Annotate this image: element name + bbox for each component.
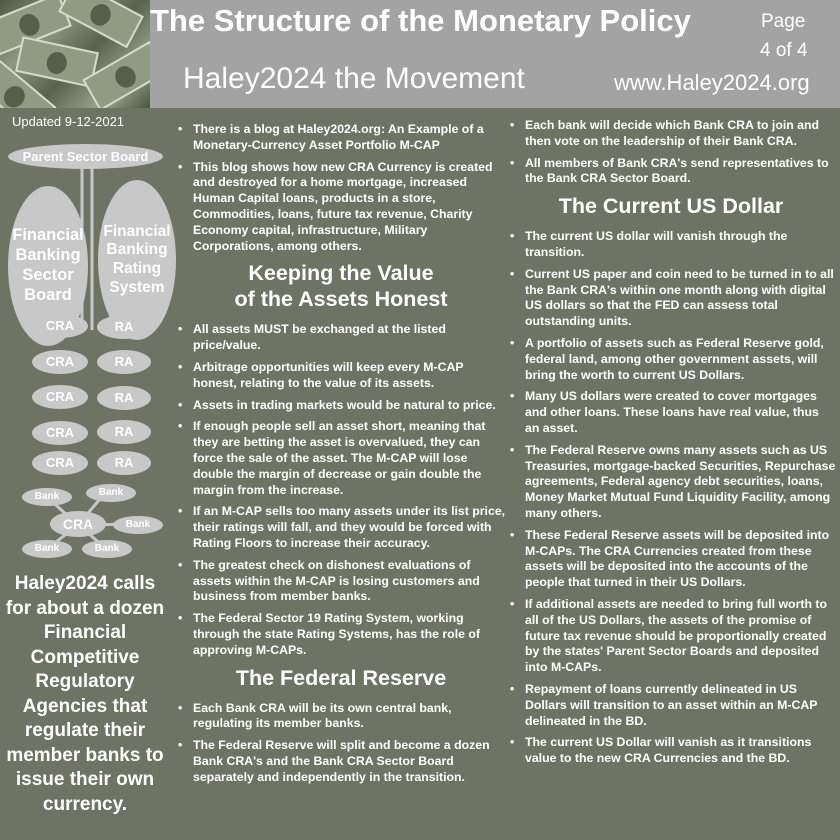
list-item: • The Federal Sector 19 Rating System, working through the state Rating Systems, has the role of approving M-CAPs. <box>174 611 508 658</box>
list-item: • The current US dollar will vanish through the transition. <box>506 229 836 261</box>
heading-line: Keeping the Value <box>248 261 434 286</box>
bank-oval: Bank <box>86 484 136 502</box>
list-item: • The current US Dollar will vanish as it transitions value to the new CRA Currencies and the BD. <box>506 735 836 767</box>
list-item: • If additional assets are needed to bring full worth to all of the US Dollars, the assets of the promise of future tax revenue should be proportionally created by the states' Parent Sector Boards and deposited into M-CAPs. <box>506 597 836 676</box>
ra-oval: RA <box>97 315 151 339</box>
list-item: • The greatest check on dishonest evaluations of assets within the M-CAP is losing customers and business from member banks. <box>174 558 508 605</box>
list-item: • The Federal Reserve owns many assets such as US Treasuries, mortgage-backed Securities, Repurchase agreements, Federal agency debt securities, loans, Money Market Mutual Fund Liquidity Facility, among many others. <box>506 443 836 522</box>
page-subtitle: Haley2024 the Movement <box>183 62 525 95</box>
ra-oval: RA <box>97 420 151 444</box>
fed-list <box>174 701 508 786</box>
parent-sector-board: Parent Sector Board <box>8 144 163 169</box>
updated-date: Updated 9-12-2021 <box>12 114 125 129</box>
list-item: • Assets in trading markets would be natural to price. <box>174 398 508 414</box>
list-item: • All assets MUST be exchanged at the listed price/value. <box>174 322 508 354</box>
money-photo <box>0 0 150 108</box>
ra-oval: RA <box>97 350 151 374</box>
right-oval-line: System <box>109 278 165 296</box>
bank-cra-list <box>506 118 836 187</box>
list-item: • Each Bank CRA will be its own central bank, regulating its member banks. <box>174 701 508 733</box>
haley-calls-text: Haley2024 calls for about a dozen Financial Competitive Regulatory Agencies that regulate their member banks to issue their own currency. <box>5 573 165 815</box>
intro-list <box>174 122 508 254</box>
list-item: • Many US dollars were created to cover mortgages and other loans. These loans have real value, thus an asset. <box>506 389 836 436</box>
left-oval-line: Board <box>24 285 72 304</box>
cra-oval: CRA <box>32 350 88 374</box>
website-link[interactable]: www.Haley2024.org <box>614 70 810 95</box>
section-heading-honest <box>174 260 508 312</box>
list-item: • The Federal Reserve will split and become a dozen Bank CRA's and the Bank CRA Sector Board separately and independently in the transition. <box>174 738 508 785</box>
list-item: • There is a blog at Haley2024.org: An Example of a Monetary-Currency Asset Portfolio M-CAP <box>174 122 508 154</box>
honest-list <box>174 322 508 658</box>
right-oval-line: Financial <box>103 222 171 240</box>
cra-oval: CRA <box>32 421 88 445</box>
page-title: The Structure of the Monetary Policy <box>150 3 691 38</box>
page-label: Page <box>761 11 806 32</box>
list-item: • All members of Bank CRA's send representatives to the Bank CRA Sector Board. <box>506 156 836 188</box>
bank-oval: Bank <box>22 488 72 506</box>
list-item: • A portfolio of assets such as Federal Reserve gold, federal land, among other government assets, will bring the worth to current US Dollars. <box>506 336 836 383</box>
usd-list <box>506 229 836 767</box>
ra-oval: RA <box>97 451 151 475</box>
list-item: • These Federal Reserve assets will be deposited into M-CAPs. The CRA Currencies created from these assets will be deposited into the accounts of the people that turned in their US Dollars. <box>506 528 836 591</box>
section-heading-usd: The Current US Dollar <box>558 194 784 219</box>
list-item: • Repayment of loans currently delineated in US Dollars will transition to an asset within an M-CAP delineated in the BD. <box>506 682 836 729</box>
left-oval-line: Sector <box>22 266 74 284</box>
bank-oval: Bank <box>113 516 163 534</box>
list-item: • Current US paper and coin need to be turned in to all the Bank CRA's within one month along with digital US dollars so that the FED can assess total outstanding units. <box>506 267 836 330</box>
bank-oval: Bank <box>82 540 132 558</box>
header-banner <box>0 0 840 108</box>
right-column <box>506 118 836 773</box>
right-oval-line: Rating <box>112 260 162 277</box>
list-item: • This blog shows how new CRA Currency is created and destroyed for a home mortgage, increased Human Capital loans, products in a store, Commodities, loans, future tax revenue, Charity Economy capital, infrastructure, Military Corporations, among others. <box>174 160 508 255</box>
list-item: • If enough people sell an asset short, meaning that they are betting the asset is overvalued, they can force the sale of the asset. The M-CAP will lose double the margin of decrease or gain double the margin from the increase. <box>174 419 508 498</box>
left-oval-line: Banking <box>15 246 81 265</box>
cra-oval: CRA <box>32 314 88 338</box>
ra-oval: RA <box>97 386 151 410</box>
list-item: • Arbitrage opportunities will keep every M-CAP honest, relating to the value of its assets. <box>174 360 508 392</box>
cra-oval: CRA <box>32 385 88 409</box>
section-heading-fed: The Federal Reserve <box>235 665 447 690</box>
heading-line: of the Assets Honest <box>234 287 448 312</box>
list-item: • Each bank will decide which Bank CRA to join and then vote on the leadership of their Bank CRA. <box>506 118 836 150</box>
bank-oval: Bank <box>22 540 72 558</box>
cra-hub-oval: CRA <box>50 511 106 537</box>
left-oval-line: Financial <box>12 226 84 245</box>
list-item: • If an M-CAP sells too many assets under its list price, their ratings will fall, and they would be forced with Rating Floors to increase their accuracy. <box>174 504 508 551</box>
right-oval-line: Banking <box>106 241 168 259</box>
page-number: 4 of 4 <box>760 40 808 61</box>
cra-oval: CRA <box>32 451 88 475</box>
middle-column <box>174 122 508 792</box>
structure-diagram <box>0 140 170 570</box>
